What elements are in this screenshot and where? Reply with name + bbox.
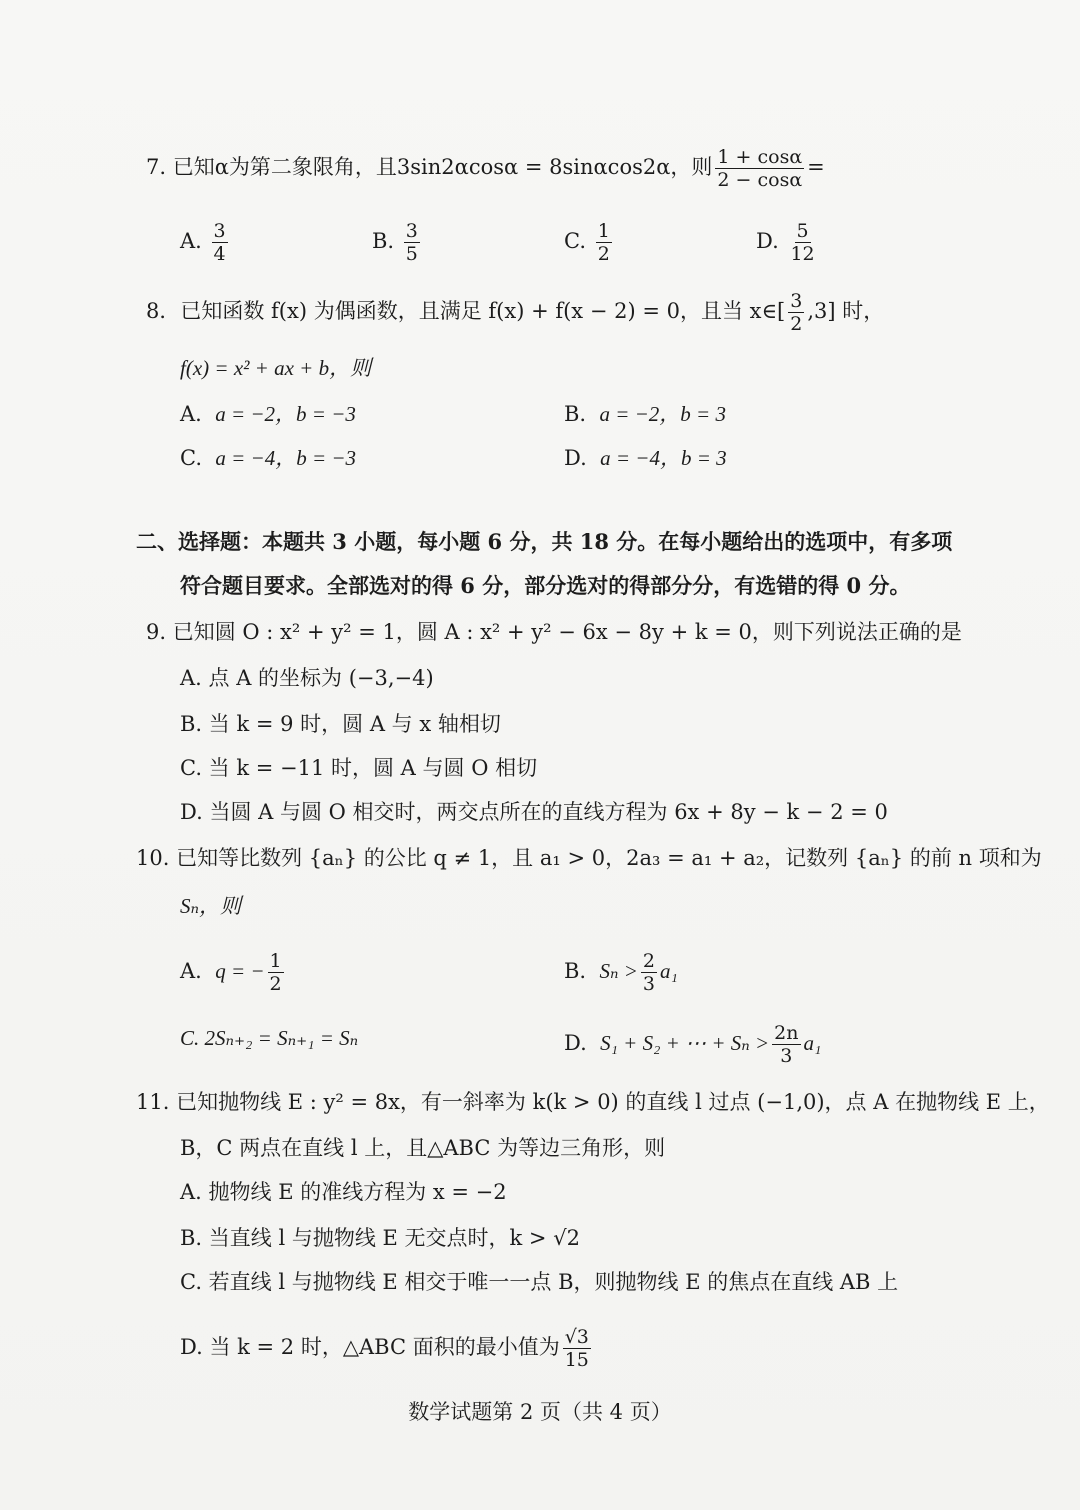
frac-den: 4 [213, 243, 226, 265]
frac-den: 15 [564, 1349, 589, 1371]
option-text-post: a₁ [803, 1031, 822, 1055]
q10-option-a [180, 950, 287, 995]
q7-option-b [372, 220, 423, 265]
frac-den: 5 [405, 243, 418, 265]
frac-den: 3 [780, 1045, 793, 1067]
q8-stem-2: f(x) = x² + ax + b，则 [180, 356, 372, 380]
q8-option-c [180, 444, 356, 472]
option-text: a = −4，b = 3 [600, 446, 727, 470]
q8-option-a [180, 400, 356, 428]
q8-frac-num: 3 [790, 290, 803, 312]
option-fraction [641, 950, 657, 995]
frac-num: 2 [642, 950, 655, 972]
section2-heading: 二、选择题：本题共 3 小题，每小题 6 分，共 18 分。在每小题给出的选项中，有多项 [136, 529, 953, 554]
option-fraction [563, 1326, 591, 1371]
q8-stem-b: ,3] 时， [807, 299, 885, 323]
q8-option-b [564, 400, 726, 428]
option-fraction [788, 220, 816, 265]
frac-num: 2n [774, 1022, 799, 1044]
q8-stem-a: 8．已知函数 f(x) 为偶函数，且满足 f(x) + f(x − 2) = 0，且当 x∈[ [146, 299, 786, 323]
option-fraction [404, 220, 420, 265]
q7-fraction [715, 146, 804, 191]
frac-num: √3 [564, 1326, 589, 1348]
q10-stem: 10. 已知等比数列 {aₙ} 的公比 q ≠ 1，且 a₁ > 0，2a₃ = a₁ + a₂，记数列 {aₙ} 的前 n 项和为 [136, 846, 1042, 870]
option-text: a = −2，b = −3 [215, 402, 356, 426]
frac-num: 1 [597, 220, 610, 242]
frac-den: 3 [642, 973, 655, 995]
q9-option-c: C. 当 k = −11 时，圆 A 与圆 O 相切 [180, 756, 538, 780]
option-text-post: a₁ [660, 959, 678, 983]
q7-eq: = [807, 155, 825, 179]
option-text: D. 当 k = 2 时，△ABC 面积的最小值为 [180, 1335, 560, 1359]
option-label: A. [180, 959, 202, 983]
q10-stem-2: Sₙ，则 [180, 894, 242, 918]
q11-option-c: C. 若直线 l 与抛物线 E 相交于唯一一点 B，则抛物线 E 的焦点在直线 AB 上 [180, 1270, 899, 1294]
option-label: D. [756, 229, 779, 253]
option-label: A. [180, 402, 202, 426]
option-label: B. [372, 229, 395, 253]
q7-stem [146, 146, 825, 191]
q7-option-d [756, 220, 820, 265]
q8-stem [146, 290, 884, 335]
option-fraction [268, 950, 284, 995]
option-label: C. [564, 229, 586, 253]
option-label: B. [564, 402, 587, 426]
frac-num: 3 [405, 220, 418, 242]
option-text: a = −2，b = 3 [599, 402, 726, 426]
frac-num: 3 [213, 220, 226, 242]
q11-stem-2: B，C 两点在直线 l 上，且△ABC 为等边三角形，则 [180, 1136, 666, 1160]
frac-num: 5 [796, 220, 809, 242]
option-text: S₁ + S₂ + ⋯ + Sₙ > [600, 1031, 770, 1055]
option-fraction [596, 220, 612, 265]
q7-stem-text: 7. 已知α为第二象限角，且3sin2αcosα = 8sinαcos2α，则 [146, 155, 713, 179]
q8-fraction [788, 290, 804, 335]
q9-option-d: D. 当圆 A 与圆 O 相交时，两交点所在的直线方程为 6x + 8y − k − 2 = 0 [180, 800, 888, 824]
q8-frac-den: 2 [790, 313, 803, 335]
section2-instructions: 符合题目要求。全部选对的得 6 分，部分选对的得部分分，有选错的得 0 分。 [180, 573, 911, 598]
option-text: q = − [215, 959, 265, 983]
frac-den: 2 [269, 973, 282, 995]
option-label: A. [180, 229, 202, 253]
frac-num: 1 [269, 950, 282, 972]
q9-option-a: A. 点 A 的坐标为 (−3,−4) [180, 666, 434, 690]
q7-option-a [180, 220, 231, 265]
option-label: C. [180, 446, 202, 470]
frac-den: 12 [790, 243, 815, 265]
q9-stem: 9. 已知圆 O : x² + y² = 1，圆 A : x² + y² − 6x − 8y + k = 0，则下列说法正确的是 [146, 620, 962, 644]
frac-den: 2 [597, 243, 610, 265]
q11-option-d [180, 1326, 594, 1371]
option-label: D. [564, 1031, 587, 1055]
option-label: B. [564, 959, 587, 983]
q10-option-b [564, 950, 678, 995]
q11-stem: 11. 已知抛物线 E : y² = 8x，有一斜率为 k(k > 0) 的直线 l 过点 (−1,0)，点 A 在抛物线 E 上， [136, 1090, 1050, 1114]
option-fraction [772, 1022, 800, 1067]
q11-option-b: B. 当直线 l 与抛物线 E 无交点时，k > √2 [180, 1226, 580, 1250]
option-text: a = −4，b = −3 [215, 446, 357, 470]
option-text: Sₙ > [599, 959, 638, 983]
q9-option-b: B. 当 k = 9 时，圆 A 与 x 轴相切 [180, 712, 501, 736]
q7-option-c [564, 220, 615, 265]
q8-option-d [564, 444, 727, 472]
q7-frac-num: 1 + cosα [717, 146, 803, 168]
option-label: D. [564, 446, 587, 470]
option-fraction [212, 220, 228, 265]
q10-option-d [564, 1022, 821, 1067]
q10-option-c: C. 2Sₙ₊₂ = Sₙ₊₁ = Sₙ [180, 1026, 359, 1050]
page-footer: 数学试题第 2 页（共 4 页） [408, 1400, 672, 1424]
q7-frac-den: 2 − cosα [717, 169, 803, 191]
q11-option-a: A. 抛物线 E 的准线方程为 x = −2 [180, 1180, 507, 1204]
